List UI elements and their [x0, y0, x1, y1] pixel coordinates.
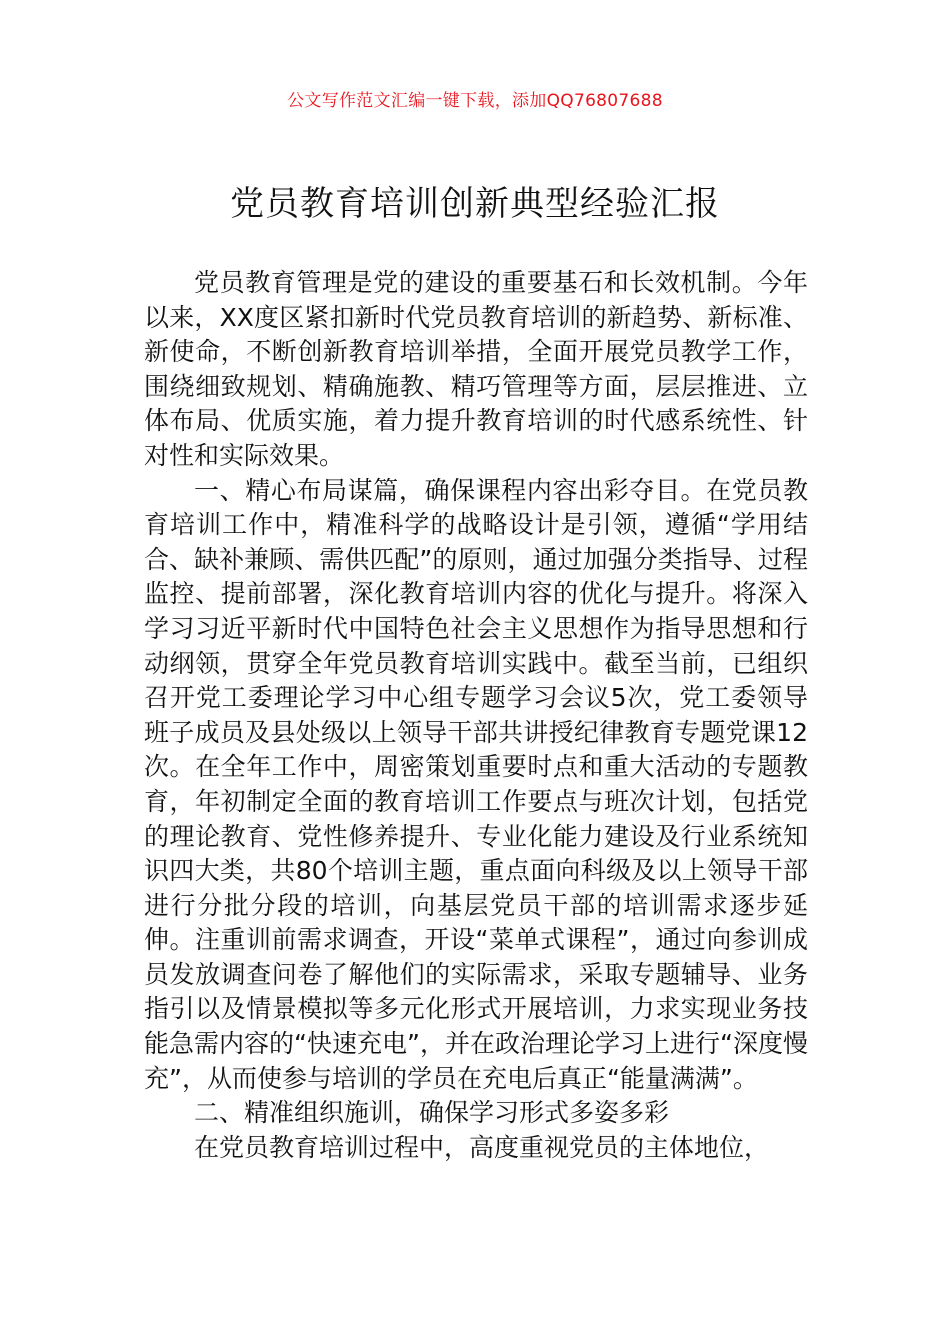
paragraph-section-1: 一、精心布局谋篇，确保课程内容出彩夺目。在党员教育培训工作中，精准科学的战略设计是引领，遵循“学用结合、缺补兼顾、需供匹配”的原则，通过加强分类指导、过程监控、提前部署，深化教育培训内容的优化与提升。将深入学习习近平新时代中国特色社会主义思想作为指导思想和行动纲领，贯穿全年党员教育培训实践中。截至当前，已组织召开党工委理论学习中心组专题学习会议5次，党工委领导班子成员及县处级以上领导干部共讲授纪律教育专题党课12次。在全年工作中，周密策划重要时点和重大活动的专题教育，年初制定全面的教育培训工作要点与班次计划，包括党的理论教育、党性修养提升、专业化能力建设及行业系统知识四大类，共80个培训主题，重点面向科级及以上领导干部进行分批分段的培训，向基层党员干部的培训需求逐步延伸。注重训前需求调查，开设“菜单式课程”，通过向参训成员发放调查问卷了解他们的实际需求，采取专题辅导、业务指引以及情景模拟等多元化形式开展培训，力求实现业务技能急需内容的“快速充电”，并在政治理论学习上进行“深度慢充”，从而使参与培训的学员在充电后真正“能量满满”。 [144, 475, 808, 1093]
section-heading-2: 二、精准组织施训，确保学习形式多姿多彩 [194, 1098, 670, 1128]
document-body [144, 266, 808, 1165]
paragraph-intro: 党员教育管理是党的建设的重要基石和长效机制。今年以来，XX度区紧扣新时代党员教育培训的新趋势、新标准、新使命，不断创新教育培训举措，全面开展党员教学工作，围绕细致规划、精确施教、精巧管理等方面，层层推进、立体布局、优质实施，着力提升教育培训的时代感系统性、针对性和实际效果。 [144, 268, 808, 470]
header-watermark: 公文写作范文汇编一键下载，添加QQ76807688 [287, 91, 663, 111]
paragraph-section-2: 在党员教育培训过程中，高度重视党员的主体地位， [194, 1132, 770, 1162]
document-title: 党员教育培训创新典型经验汇报 [230, 184, 720, 224]
